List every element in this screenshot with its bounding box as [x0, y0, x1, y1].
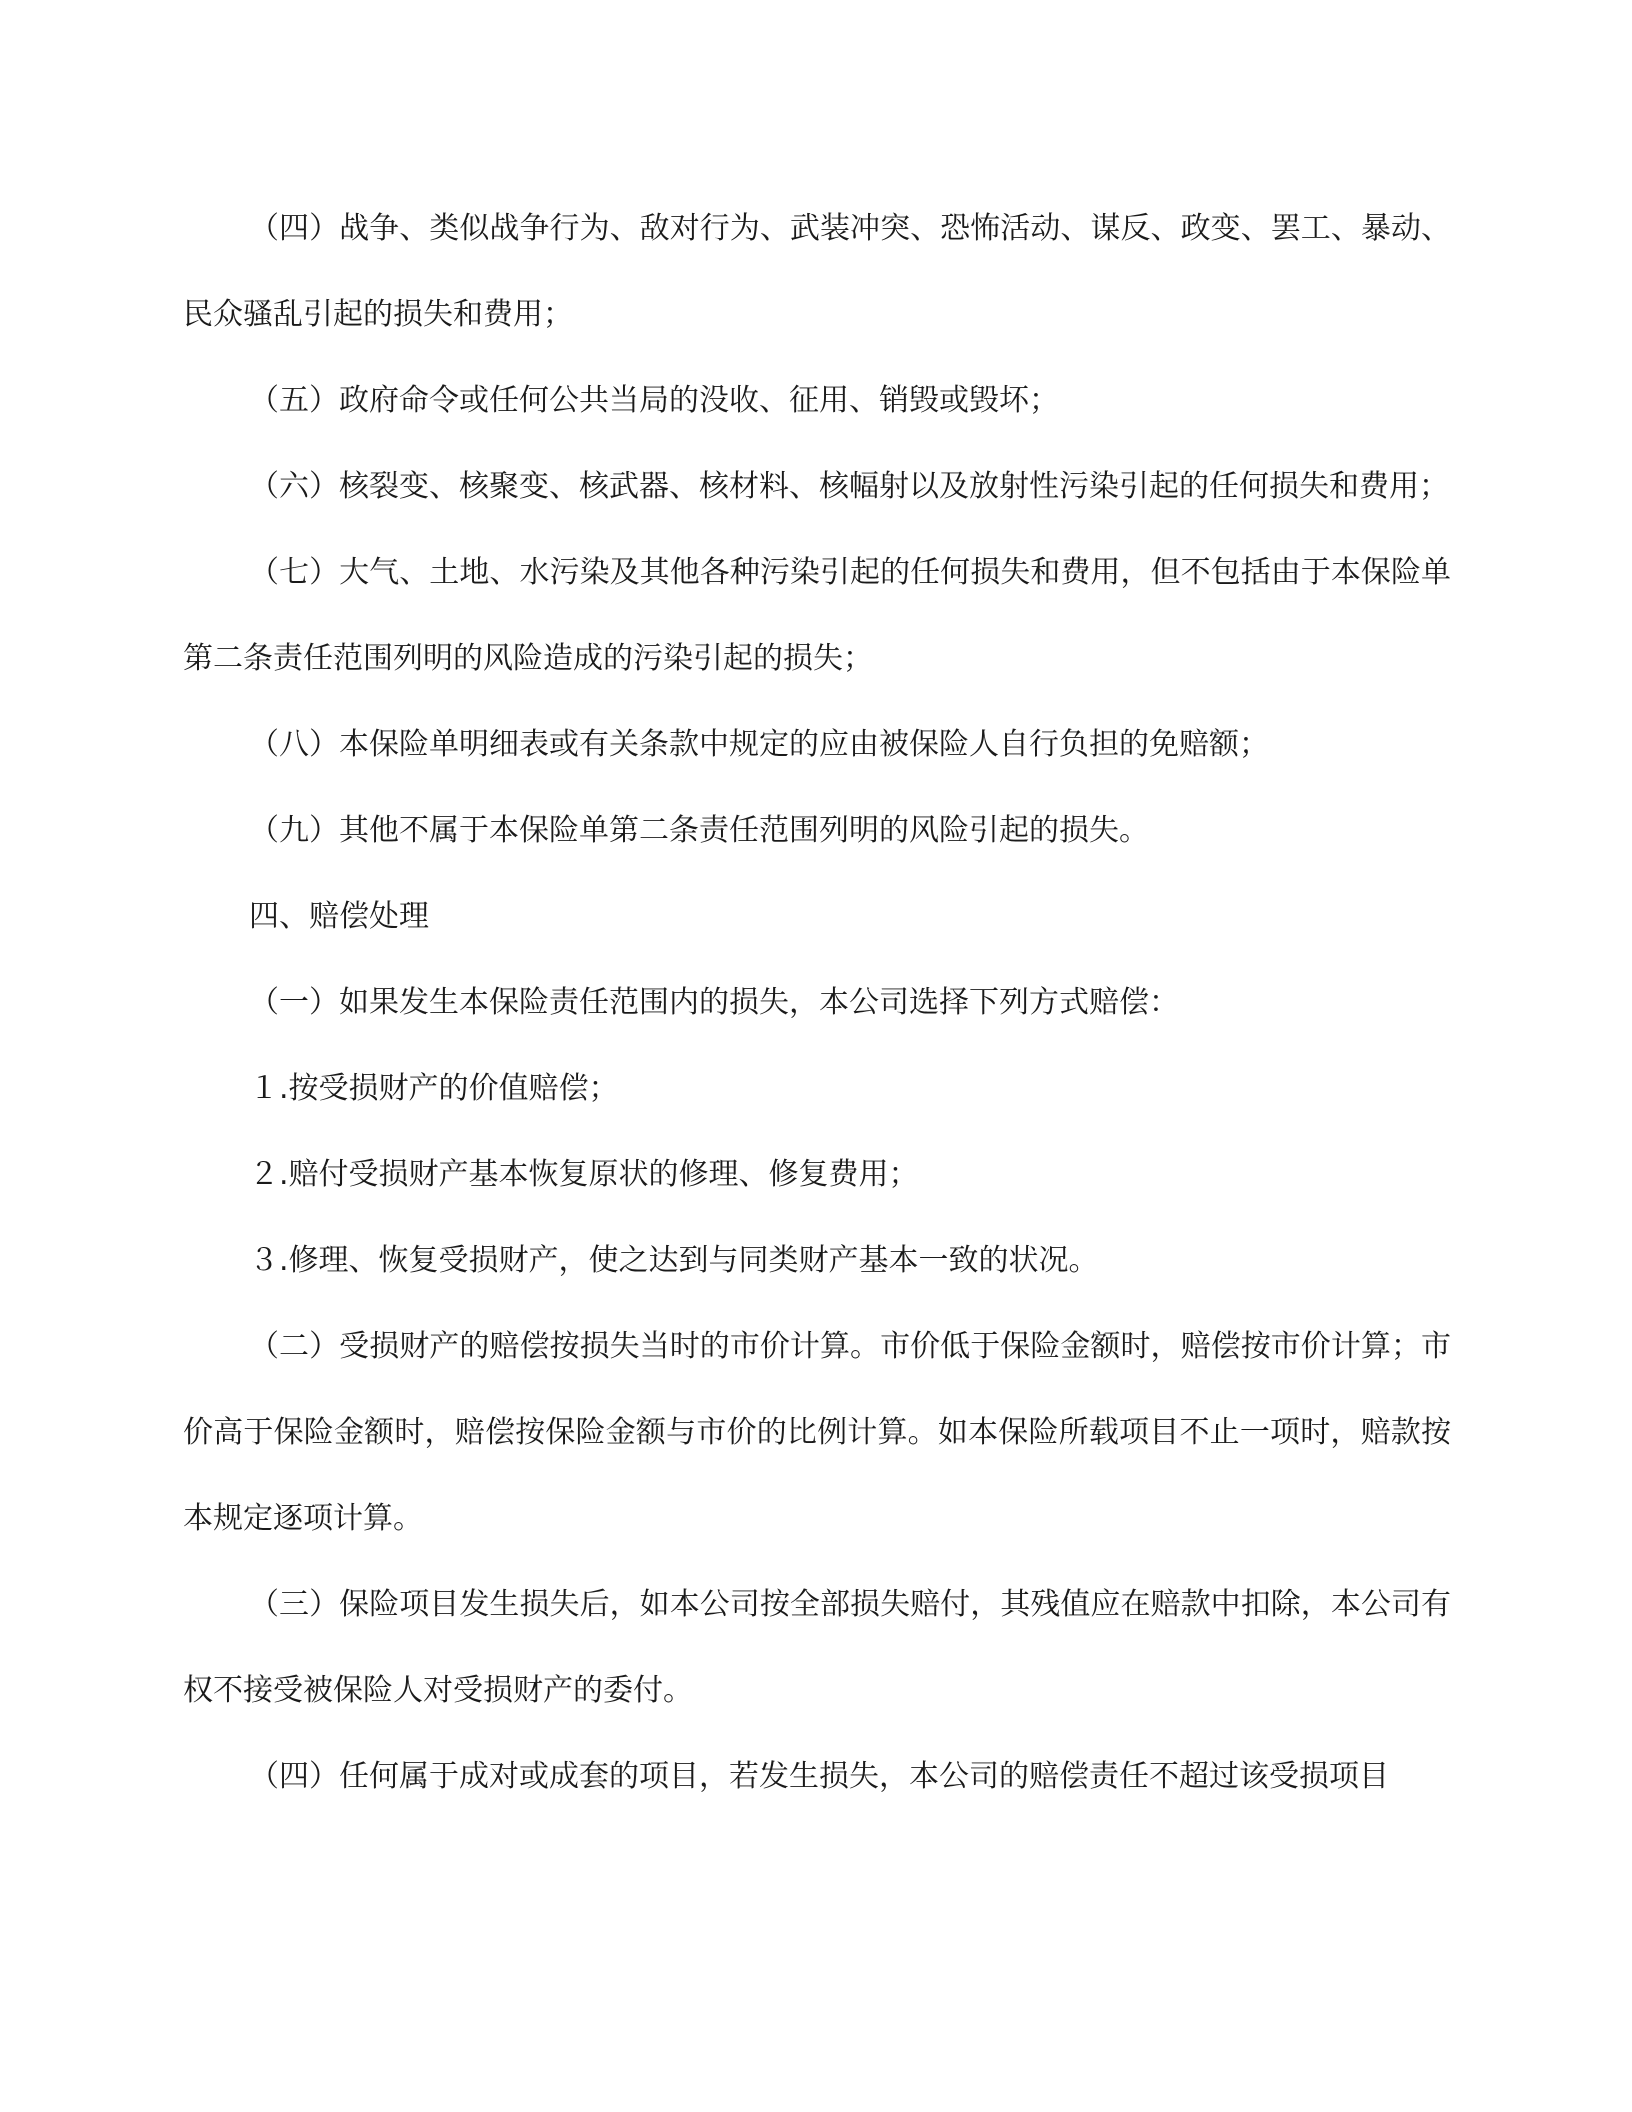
- claims-method-1: １.按受损财产的价值赔偿；: [249, 1071, 619, 1106]
- claims-method-3: ３.修理、恢复受损财产，使之达到与同类财产基本一致的状况。: [249, 1243, 1099, 1278]
- claims-clause-3-salvage: （三）保险项目发生损失后，如本公司按全部损失赔付，其残值应在赔款中扣除，本公司有权不接受被保险人对受损财产的委付。: [183, 1587, 1451, 1708]
- clause-5-confiscation: （五）政府命令或任何公共当局的没收、征用、销毁或毁坏；: [249, 383, 1059, 418]
- claims-method-2: ２.赔付受损财产基本恢复原状的修理、修复费用；: [249, 1157, 919, 1192]
- document-body: [183, 186, 1451, 1820]
- claims-clause-4-pairs-sets: （四）任何属于成对或成套的项目，若发生损失，本公司的赔偿责任不超过该受损项目: [249, 1759, 1389, 1794]
- clause-8-deductible: （八）本保险单明细表或有关条款中规定的应由被保险人自行负担的免赔额；: [249, 727, 1269, 762]
- clause-6-nuclear: （六）核裂变、核聚变、核武器、核材料、核幅射以及放射性污染引起的任何损失和费用；: [249, 469, 1449, 504]
- clause-7-pollution: （七）大气、土地、水污染及其他各种污染引起的任何损失和费用，但不包括由于本保险单第二条责任范围列明的风险造成的污染引起的损失；: [183, 555, 1451, 676]
- claims-clause-1-methods: （一）如果发生本保险责任范围内的损失，本公司选择下列方式赔偿：: [249, 985, 1179, 1020]
- clause-4-war-riot: （四）战争、类似战争行为、敌对行为、武装冲突、恐怖活动、谋反、政变、罢工、暴动、民众骚乱引起的损失和费用；: [183, 211, 1451, 332]
- clause-9-other-risks: （九）其他不属于本保险单第二条责任范围列明的风险引起的损失。: [249, 813, 1149, 848]
- section-heading-claims-handling: 四、赔偿处理: [249, 899, 429, 934]
- claims-clause-2-market-value: （二）受损财产的赔偿按损失当时的市价计算。市价低于保险金额时，赔偿按市价计算；市价高于保险金额时，赔偿按保险金额与市价的比例计算。如本保险所载项目不止一项时，赔款按本规定逐项计算。: [183, 1329, 1451, 1536]
